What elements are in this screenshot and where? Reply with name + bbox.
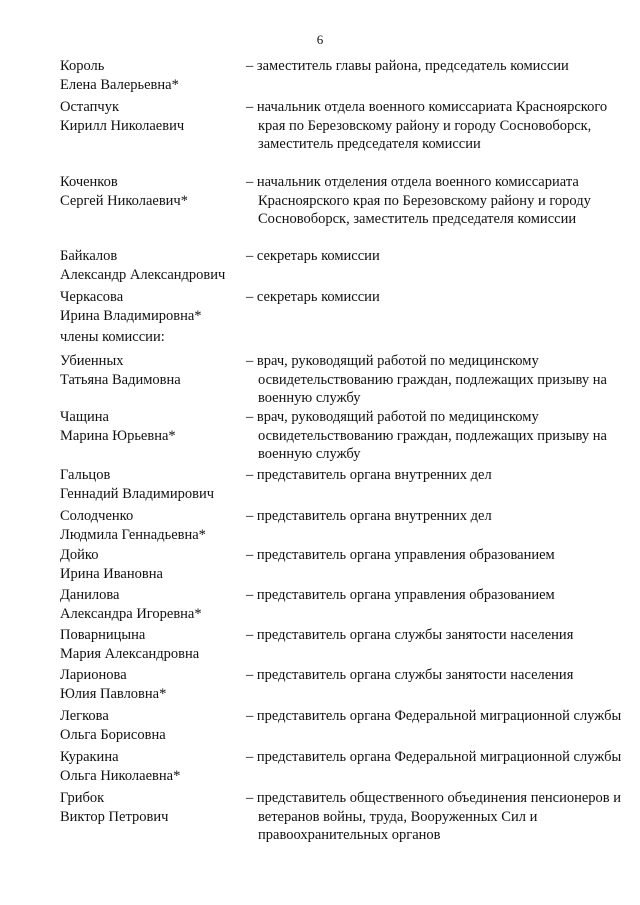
- member-surname: Гальцов: [60, 467, 111, 483]
- member-role: – представитель органа внутренних дел: [246, 508, 492, 524]
- member-given-name: Александра Игоревна*: [60, 605, 202, 622]
- member-given-name: Людмила Геннадьевна*: [60, 526, 206, 543]
- member-name: [60, 466, 250, 503]
- member-role: – представитель общественного объединения пенсионеров и ветеранов войны, труда, Вооруженных Сил и правоохранительных органов: [246, 790, 622, 843]
- member-role: – представитель органа управления образованием: [246, 547, 555, 563]
- member-given-name: Ирина Ивановна: [60, 565, 163, 582]
- member-surname: Ларионова: [60, 667, 127, 683]
- member-name: [60, 408, 250, 445]
- member-name: [60, 247, 250, 284]
- member-surname: Поварницына: [60, 627, 146, 643]
- member-role: – секретарь комиссии: [246, 289, 380, 305]
- member-surname: Чащина: [60, 409, 109, 425]
- member-role: – представитель органа службы занятости населения: [246, 627, 574, 643]
- member-surname: Дойко: [60, 547, 99, 563]
- member-surname: Куракина: [60, 749, 119, 765]
- member-name: [60, 626, 250, 663]
- member-name: [60, 546, 250, 583]
- member-name: [60, 707, 250, 744]
- member-name: [60, 288, 250, 325]
- member-surname: Легкова: [60, 708, 109, 724]
- member-name: [60, 57, 250, 94]
- member-given-name: Юлия Павловна*: [60, 685, 167, 702]
- member-surname: Коченков: [60, 174, 118, 190]
- member-given-name: Виктор Петрович: [60, 808, 169, 825]
- member-surname: Король: [60, 58, 105, 74]
- member-name: [60, 507, 250, 544]
- member-role: – представитель органа управления образованием: [246, 587, 555, 603]
- member-given-name: Татьяна Вадимовна: [60, 371, 181, 388]
- member-name: [60, 352, 250, 389]
- member-role: – представитель органа Федеральной миграционной службы: [246, 708, 622, 724]
- member-name: [60, 789, 250, 826]
- member-given-name: Ольга Николаевна*: [60, 767, 181, 784]
- member-name: [60, 98, 250, 135]
- member-name: [60, 586, 250, 623]
- members-section-label: члены комиссии:: [60, 329, 165, 345]
- member-given-name: Марина Юрьевна*: [60, 427, 176, 444]
- page-number: 6: [316, 32, 324, 47]
- member-surname: Грибок: [60, 790, 105, 806]
- member-role: – врач, руководящий работой по медицинскому освидетельствованию граждан, подлежащих призыву на военную службу: [246, 409, 607, 462]
- member-surname: Убиенных: [60, 353, 124, 369]
- member-surname: Солодченко: [60, 508, 134, 524]
- member-given-name: Елена Валерьевна*: [60, 76, 179, 93]
- member-name: [60, 748, 250, 785]
- member-role: – представитель органа внутренних дел: [246, 467, 492, 483]
- member-role: – представитель органа Федеральной миграционной службы: [246, 749, 622, 765]
- member-role: – начальник отделения отдела военного комиссариата Красноярского края по Березовскому району и городу Сосновоборск, заместитель председателя комиссии: [246, 174, 591, 227]
- member-given-name: Кирилл Николаевич: [60, 117, 185, 134]
- member-name: [60, 173, 250, 210]
- member-role: – врач, руководящий работой по медицинскому освидетельствованию граждан, подлежащих призыву на военную службу: [246, 353, 607, 406]
- member-given-name: Александр Александрович: [60, 266, 226, 283]
- member-given-name: Сергей Николаевич*: [60, 192, 188, 209]
- member-given-name: Геннадий Владимирович: [60, 485, 215, 502]
- member-role: – заместитель главы района, председатель комиссии: [246, 58, 569, 74]
- member-given-name: Мария Александровна: [60, 645, 200, 662]
- member-role: – секретарь комиссии: [246, 248, 380, 264]
- member-surname: Черкасова: [60, 289, 124, 305]
- member-given-name: Ольга Борисовна: [60, 726, 166, 743]
- member-role: – начальник отдела военного комиссариата Красноярского края по Березовскому району и городу Сосновоборск, заместитель председателя комиссии: [246, 99, 608, 152]
- member-surname: Данилова: [60, 587, 120, 603]
- member-surname: Остапчук: [60, 99, 120, 115]
- member-surname: Байкалов: [60, 248, 118, 264]
- member-name: [60, 666, 250, 703]
- member-given-name: Ирина Владимировна*: [60, 307, 202, 324]
- member-role: – представитель органа службы занятости населения: [246, 667, 574, 683]
